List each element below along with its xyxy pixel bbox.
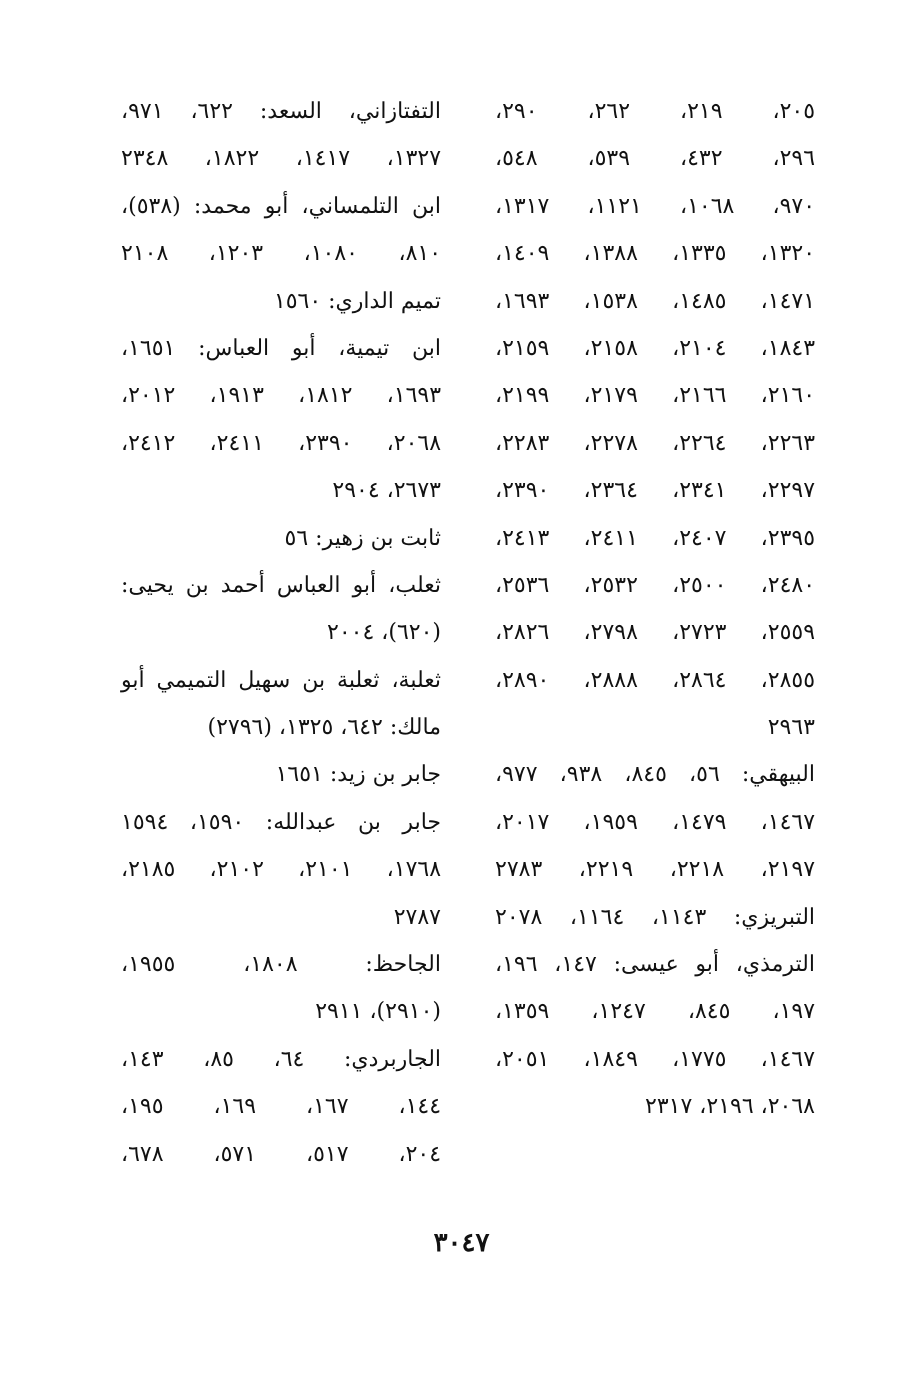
index-line: ١٤٦٧، ١٧٧٥، ١٨٤٩، ٢٠٥١، <box>495 1046 816 1072</box>
index-line: ٢٥٥٩، ٢٧٢٣، ٢٧٩٨، ٢٨٢٦، <box>495 620 816 646</box>
page-number: ٣٠٤٧ <box>433 1228 490 1258</box>
index-line: ١٨٤٣، ٢١٠٤، ٢١٥٨، ٢١٥٩، <box>495 335 816 361</box>
index-line: ١٩٧، ٨٤٥، ١٢٤٧، ١٣٥٩، <box>495 999 816 1025</box>
index-line: ١٤٦٧، ١٤٧٩، ١٩٥٩، ٢٠١٧، <box>495 809 816 835</box>
index-line: ٢٦٧٣، ٢٩٠٤ <box>332 478 441 504</box>
index-line: ١٣٢٧، ١٤١٧، ١٨٢٢، ٢٣٤٨ <box>121 146 442 172</box>
index-line: ٢١٦٠، ٢١٦٦، ٢١٧٩، ٢١٩٩، <box>495 383 816 409</box>
index-line: ٢١٩٧، ٢٢١٨، ٢٢١٩، ٢٧٨٣ <box>495 857 816 883</box>
index-line: ٨١٠، ١٠٨٠، ١٢٠٣، ٢١٠٨ <box>121 241 442 267</box>
index-entry-heading: ثعلبة، ثعلبة بن سهيل التميمي أبو <box>121 667 441 693</box>
index-line: مالك: ٦٤٢، ١٣٢٥، (٢٧٩٦) <box>207 715 441 741</box>
index-line: ٢٣٩٥، ٢٤٠٧، ٢٤١١، ٢٤١٣، <box>495 525 816 551</box>
index-entry-heading: جابر بن زيد: ١٦٥١ <box>275 762 441 788</box>
index-line: ٢٠٦٨، ٢٣٩٠، ٢٤١١، ٢٤١٢، <box>121 430 442 456</box>
index-entry-heading: ثابت بن زهير: ٥٦ <box>284 525 441 551</box>
index-line: ٢٩٦٣ <box>767 715 815 741</box>
index-line: ١٣٢٠، ١٣٣٥، ١٣٨٨، ١٤٠٩، <box>495 241 816 267</box>
index-entry-heading: الترمذي، أبو عيسى: ١٤٧، ١٩٦، <box>495 952 816 978</box>
index-line: ٢٠٦٨، ٢١٩٦، ٢٣١٧ <box>645 1094 815 1120</box>
index-line: ٩٧٠، ١٠٦٨، ١١٢١، ١٣١٧، <box>495 193 816 219</box>
index-entry-heading: الجاحظ: ١٨٠٨، ١٩٥٥، <box>121 952 441 978</box>
index-line: ١٤٤، ١٦٧، ١٦٩، ١٩٥، <box>121 1094 442 1120</box>
index-entry-heading: البيهقي: ٥٦، ٨٤٥، ٩٣٨، ٩٧٧، <box>495 762 815 788</box>
index-line: (٢٩١٠)، ٢٩١١ <box>315 999 441 1025</box>
index-line: (٦٢٠)، ٢٠٠٤ <box>327 620 441 646</box>
index-line: ١٤٧١، ١٤٨٥، ١٥٣٨، ١٦٩٣، <box>495 288 816 314</box>
index-entry-heading: جابر بن عبدالله: ١٥٩٠، ١٥٩٤ <box>121 809 441 835</box>
index-entry-heading: الجاربردي: ٦٤، ٨٥، ١٤٣، <box>121 1046 442 1072</box>
index-line: ٢٩٦، ٤٣٢، ٥٣٩، ٥٤٨، <box>495 146 816 172</box>
index-entry-heading: ثعلب، أبو العباس أحمد بن يحيى: <box>121 572 441 598</box>
index-entry-heading: ابن التلمساني، أبو محمد: (٥٣٨)، <box>121 193 441 219</box>
index-line: ٢٢٦٣، ٢٢٦٤، ٢٢٧٨، ٢٢٨٣، <box>495 430 816 456</box>
index-line: ٢٠٥، ٢١٩، ٢٦٢، ٢٩٠، <box>495 99 816 124</box>
index-line: ٢٢٩٧، ٢٣٤١، ٢٣٦٤، ٢٣٩٠، <box>495 478 816 504</box>
index-line: ٢٨٥٥، ٢٨٦٤، ٢٨٨٨، ٢٨٩٠، <box>495 667 816 693</box>
index-entry-heading: ابن تيمية، أبو العباس: ١٦٥١، <box>121 335 441 361</box>
index-entry-heading: تميم الداري: ١٥٦٠ <box>273 288 441 314</box>
index-entry-heading: التفتازاني، السعد: ٦٢٢، ٩٧١، <box>121 99 441 124</box>
left-column <box>121 88 441 1178</box>
right-column <box>495 88 815 1131</box>
index-entry-heading: التبريزي: ١١٤٣، ١١٦٤، ٢٠٧٨ <box>495 904 816 930</box>
index-line: ١٧٦٨، ٢١٠١، ٢١٠٢، ٢١٨٥، <box>121 857 442 883</box>
index-line: ٢٧٨٧ <box>393 904 441 930</box>
index-line: ١٦٩٣، ١٨١٢، ١٩١٣، ٢٠١٢، <box>121 383 442 409</box>
index-line: ٢٠٤، ٥١٧، ٥٧١، ٦٧٨، <box>121 1141 442 1167</box>
index-line: ٢٤٨٠، ٢٥٠٠، ٢٥٣٢، ٢٥٣٦، <box>495 572 816 598</box>
